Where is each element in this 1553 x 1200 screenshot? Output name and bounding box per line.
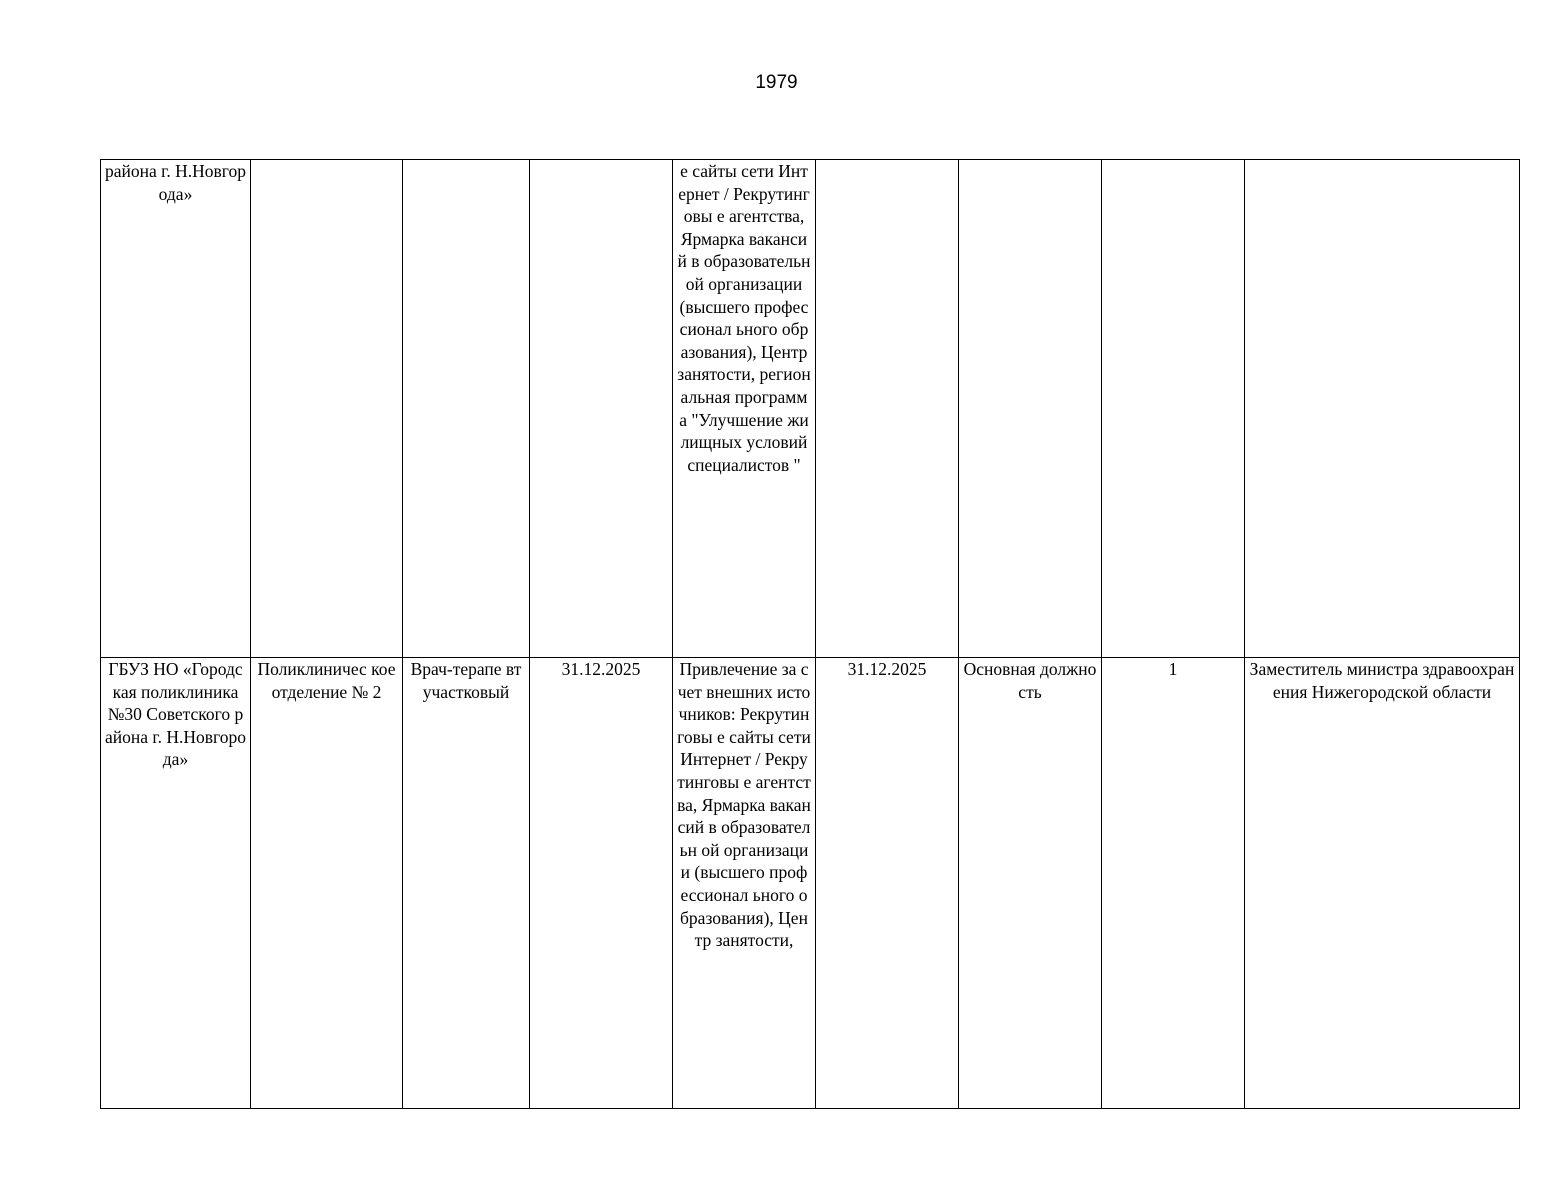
position-cell (403, 160, 530, 658)
org-cell: района г. Н.Новгорода» (101, 160, 251, 658)
count-cell (1102, 160, 1245, 658)
responsible-cell: Заместитель министра здравоохранения Нижегородской области (1245, 658, 1520, 1109)
due-date-cell (816, 160, 959, 658)
table-row (101, 160, 1520, 658)
responsible-cell (1245, 160, 1520, 658)
unit-cell: Поликлиничес кое отделение № 2 (251, 658, 403, 1109)
due-date-cell: 31.12.2025 (816, 658, 959, 1109)
position-cell: Врач-терапе вт участковый (403, 658, 530, 1109)
source-cell: е сайты сети Интернет / Рекрутинговы е агентства, Ярмарка вакансий в образовательн ой организации (высшего профессионал ьного образования), Центр занятости, региональная программа "Улучшение жилищных условий специалистов " (673, 160, 816, 658)
page-number: 1979 (755, 72, 798, 93)
position-type-cell (959, 160, 1102, 658)
date-cell: 31.12.2025 (530, 658, 673, 1109)
count-cell: 1 (1102, 658, 1245, 1109)
unit-cell (251, 160, 403, 658)
table-row (101, 658, 1520, 1109)
org-cell: ГБУЗ НО «Городская поликлиника №30 Советского района г. Н.Новгорода» (101, 658, 251, 1109)
staffing-table (100, 159, 1520, 1109)
source-cell: Привлечение за счет внешних источников: Рекрутинговы е сайты сети Интернет / Рекрутинговы е агентства, Ярмарка вакансий в образовательн ой организации (высшего профессионал ьного образования), Центр занятости, (673, 658, 816, 1109)
position-type-cell: Основная должность (959, 658, 1102, 1109)
date-cell (530, 160, 673, 658)
